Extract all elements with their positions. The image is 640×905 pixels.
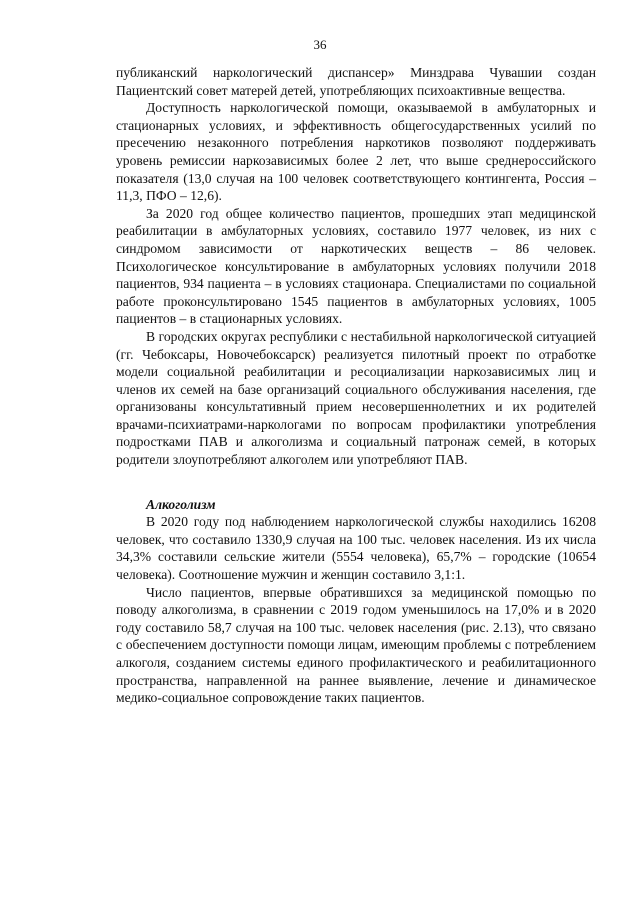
page-number: 36 [313,37,327,52]
paragraph-pilot-project: В городских округах республики с нестабильной наркологической ситуацией (гг. Чебоксары, Новочебоксарск) реализуется пилотный проект по отработке модели социальной реабилитации и ресоциализации наркозависимых лиц и членов их семей на базе организаций социального обслуживания населения, где организованы консультативный прием несовершеннолетних и их родителей врачами-психиатрами-наркологами по вопросам профилактики употребления подростками ПАВ и алкоголизма и социальный патронаж семей, в которых родители злоупотребляют алкоголем или употребляют ПАВ. [116,328,596,468]
section-title-alcoholism: Алкоголизм [146,496,216,512]
paragraph-remission: Доступность наркологической помощи, оказываемой в амбулаторных и стационарных условиях, и эффективность общегосударственных усилий по пресечению незаконного потребления наркотиков позволяют поддерживать уровень ремиссии наркозависимых более 2 лет, что выше среднероссийского показателя (13,0 случая на 100 человек соответствующего контингента, Россия – 11,3, ПФО – 12,6). [116,100,596,204]
paragraph-alcoholism-observation: В 2020 году под наблюдением наркологической службы находились 16208 человек, что составило 1330,9 случая на 100 тыс. человек населения. Из их числа 34,3% составили сельские жители (5554 человека), 65,7% – городские (10654 человека). Соотношение мужчин и женщин составило 3,1:1. [116,514,596,583]
paragraph-rehabilitation: За 2020 год общее количество пациентов, прошедших этап медицинской реабилитации в амбулаторных условиях, составило 1977 человек, из них с синдромом зависимости от наркотических веществ – 86 человек. Психологическое консультирование в амбулаторных условиях получили 2018 пациентов, 934 пациента – в условиях стационара. Специалистами по социальной работе проконсультировано 1545 пациентов в амбулаторных условиях, 1005 пациентов – в стационарных условиях. [116,205,596,327]
paragraph-alcoholism-new-patients: Число пациентов, впервые обратившихся за медицинской помощью по поводу алкоголизма, в сравнении с 2019 годом уменьшилось на 17,0% и в 2020 году составило 58,7 случая на 100 тыс. человек населения (рис. 2.13), что связано с обеспечением доступности помощи лицам, имеющим проблемы с потреблением алкоголя, созданием системы единого профилактического и реабилитационного пространства, направленной на раннее выявление, лечение и динамическое медико-социальное сопровождение таких пациентов. [116,584,596,706]
paragraph-continuation: публиканский наркологический диспансер» Минздрава Чувашии создан Пациентский совет матерей детей, употребляющих психоактивные вещества. [116,65,596,98]
page-body [116,64,596,707]
